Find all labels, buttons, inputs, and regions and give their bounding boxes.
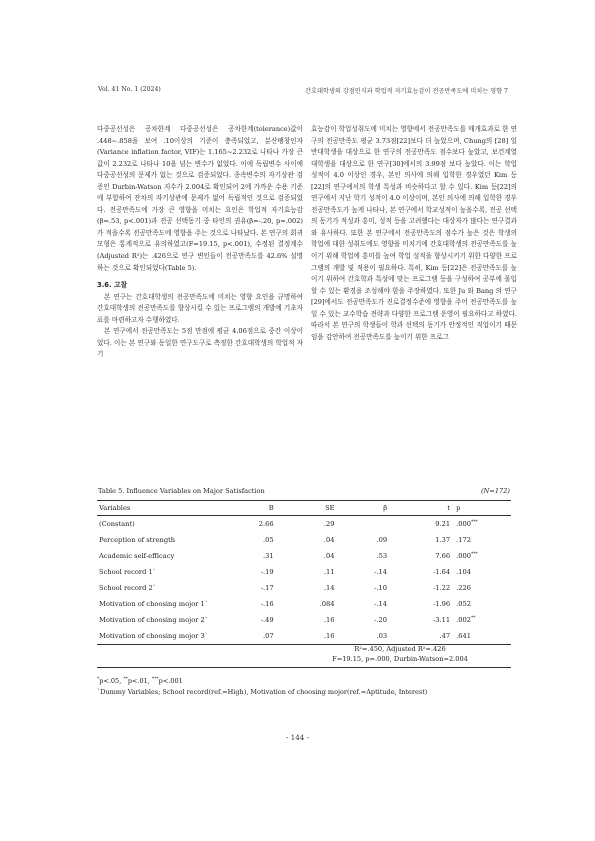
p-value: .172 bbox=[456, 536, 471, 545]
sig-mark: *** bbox=[151, 677, 159, 682]
cell-se: .16 bbox=[276, 628, 337, 645]
col-se: SE bbox=[276, 501, 337, 516]
sig-text: p<.05, bbox=[99, 677, 124, 686]
p-value: .641 bbox=[456, 632, 471, 641]
table-row bbox=[97, 532, 511, 548]
cell-t: 1.37 bbox=[435, 536, 451, 544]
col-t: t bbox=[389, 501, 452, 516]
cell-variable: Motivation of choosing mojor 3` bbox=[97, 628, 227, 645]
p-value: .000 bbox=[456, 552, 471, 561]
cell-beta: -.14 bbox=[374, 600, 388, 608]
cell-b: 2.66 bbox=[258, 520, 274, 528]
p-value: .000 bbox=[456, 520, 471, 529]
col-beta: β bbox=[337, 501, 390, 516]
running-header bbox=[98, 86, 508, 100]
dummy-variable-note: `Dummy Variables; School record(ref.=High), Motivation of choosing mojor(ref.=Aptitude, Interest) bbox=[97, 688, 428, 697]
cell-se: .29 bbox=[323, 520, 335, 528]
cell-p bbox=[452, 548, 511, 564]
body-paragraph: 본 연구는 간호대학생의 전공만족도에 미치는 영향 요인을 규명하여 간호대학생의 전공만족도를 향상시킬 수 있는 프로그램의 개발에 기초자료를 마련하고자 수행하였다. bbox=[97, 292, 303, 324]
sig-text: p<.01, bbox=[127, 677, 152, 686]
cell-b: -.49 bbox=[260, 616, 274, 624]
cell-beta: -.14 bbox=[374, 568, 388, 576]
cell-beta bbox=[337, 516, 390, 533]
table-row bbox=[97, 612, 511, 628]
cell-t: -3.11 bbox=[432, 616, 451, 624]
cell-p bbox=[452, 532, 511, 548]
p-value: .226 bbox=[456, 584, 471, 593]
table-row bbox=[97, 596, 511, 612]
cell-se: .04 bbox=[323, 552, 335, 560]
table-row bbox=[97, 564, 511, 580]
cell-b: -.16 bbox=[260, 600, 274, 608]
section-heading: 3.6. 고찰 bbox=[97, 281, 128, 290]
sig-text: p<.001 bbox=[158, 677, 183, 686]
table-bottom-rule bbox=[97, 667, 511, 668]
cell-b: .31 bbox=[262, 552, 274, 560]
sample-size: (N=172) bbox=[480, 487, 510, 495]
body-paragraph: 효능감이 학업성취도에 미치는 영향에서 전공만족도를 매개효과로 한 연구의 전공만족도 평균 3.73점[22]보다 더 높았으며, Chung의 [28] 일반대학생을 대상으로 한 연구의 전공만족도 점수보다 높았고, 보건계열 대학생을 대상으로 한 연구[30]에서의 3.99점 보다 높았다. 이는 학업성적이 4.0 이상인 경우, 본인 의사에 의해 입학한 경우였던 Kim 등[22]의 연구에서의 학생 특성과 비슷하다고 할 수 있다. Kim 등[22]의 연구에서 지난 학기 성적이 4.0 이상이며, 본인 의사에 의해 입학한 경우 전공만족도가 높게 나타나, 본 연구에서 학교성적이 높을수록, 전공 선택의 동기가 적성과 흥미, 성적 등을 고려했다는 대상자가 많다는 연구결과와 유사하다. 또한 본 연구에서 전공만족도의 점수가 높은 것은 학생의 학업에 대한 성취도에도 영향을 미치기에 간호대학생의 전공만족도를 높이기 위해 학업에 흥미를 높여 학업 성적을 향상시키기 위한 다양한 프로그램의 개발 및 적용이 필요하다. 특히, Kim 등[22]은 전공만족도를 높이기 위하여 간호학과 특성에 맞는 프로그램 등을 구성하여 공부에 몰입할 수 있는 환경을 조성해야 함을 주장하였다. 또한 Ju 와 Bang 의 연구[29]에서도 전공만족도가 진로결정수준에 영향을 주어 전공만족도를 높일 수 있는 교수학습 전략과 다양한 프로그램 운영이 필요하다고 하였다. 따라서 본 연구의 학생들이 학과 선택의 동기가 안정적인 직업이기 때문임을 감안하여 전공만족도를 높이기 위한 프로그 bbox=[311, 125, 517, 341]
sig-mark: * bbox=[97, 677, 100, 682]
table-row bbox=[97, 628, 511, 645]
significance-mark: *** bbox=[471, 551, 478, 557]
cell-t: 7.66 bbox=[435, 552, 451, 560]
cell-p bbox=[452, 564, 511, 580]
cell-se: .14 bbox=[323, 584, 335, 592]
journal-volume: Vol. 41 No. 1 (2024) bbox=[98, 86, 161, 93]
cell-t: .47 bbox=[389, 628, 452, 645]
model-fit-summary bbox=[300, 644, 500, 664]
cell-t: -1.22 bbox=[432, 584, 451, 592]
cell-p bbox=[452, 628, 511, 645]
significance-mark: ** bbox=[471, 615, 476, 621]
cell-se: .11 bbox=[323, 568, 335, 576]
right-column bbox=[311, 124, 517, 343]
table-row bbox=[97, 548, 511, 564]
cell-se: .16 bbox=[323, 616, 335, 624]
table-header-row bbox=[97, 501, 511, 516]
p-value: .104 bbox=[456, 568, 471, 577]
significance-legend bbox=[97, 674, 517, 687]
cell-b: .07 bbox=[227, 628, 275, 645]
cell-beta: .53 bbox=[376, 552, 388, 560]
col-variables: Variables bbox=[97, 501, 227, 516]
cell-p bbox=[452, 516, 511, 533]
p-value: .052 bbox=[456, 600, 471, 609]
f-statistic-line: F=19.15, p=.000, Durbin-Watson=2.004 bbox=[332, 655, 468, 663]
cell-variable: Motivation of choosing mojor 2` bbox=[99, 616, 209, 624]
table-notes bbox=[97, 674, 517, 698]
cell-se: .084 bbox=[319, 600, 335, 608]
significance-mark: *** bbox=[471, 519, 478, 525]
cell-t: 9.21 bbox=[435, 520, 451, 528]
col-p: p bbox=[452, 501, 511, 516]
cell-beta: -.20 bbox=[374, 616, 388, 624]
article-running-title: 간호대학생의 강점인식과 학업적 자기효능감이 전공만족도에 미치는 영향 7 bbox=[305, 88, 508, 95]
sig-mark: ** bbox=[123, 677, 128, 682]
cell-beta: .03 bbox=[337, 628, 390, 645]
cell-b: -.19 bbox=[260, 568, 274, 576]
cell-p bbox=[452, 580, 511, 596]
body-paragraph: 다중공선성은 공차한계 다중공선성은 공차한계(tolerance)값이 .448~.858을 보여 .10이상의 기준이 충족되었고, 분산팽창인자(Variance inflation factor, VIF)는 1.165~2.232로 나타나 가장 큰 값이 2.232로 나타나 10을 넘는 변수가 없었다. 이에 독립변수 사이에 다중공선성의 문제가 없는 것으로 검증되었다. 종속변수의 자기상관 검증인 Durbin-Watson 지수가 2.004로 확인되어 2에 가까운 수용 기준에 부합하여 잔차의 자기상관에 문제가 없어 독립적인 것으로 검증되었다. 전공만족도에 가장 큰 영향을 미치는 요인은 학업적 자기효능감(β=.53, p<.001)과 전공 선택동기 중 타인의 권유(β=-.20, p=.002)가 적을수록 전공만족도에 영향을 주는 것으로 나타났다. 본 연구의 회귀모형은 통계적으로 유의하였고(F=19.15, p<.001), 수정된 결정계수(Adjusted R²)는 .426으로 연구 변인들이 전공만족도를 42.6% 설명하는 것으로 확인되었다(Table 5). bbox=[97, 125, 303, 272]
r-squared-line: R²=.450, Adjusted R²=.426 bbox=[354, 645, 446, 653]
cell-variable: School record 1` bbox=[99, 568, 157, 576]
cell-t: -1.96 bbox=[432, 600, 451, 608]
cell-p bbox=[452, 596, 511, 612]
regression-table bbox=[97, 500, 511, 645]
cell-variable: (Constant) bbox=[99, 520, 135, 528]
cell-beta: .09 bbox=[376, 536, 388, 544]
cell-t: -1.64 bbox=[432, 568, 451, 576]
cell-b: .05 bbox=[262, 536, 274, 544]
cell-variable: Motivation of choosing mojor 1` bbox=[99, 600, 209, 608]
cell-p bbox=[452, 612, 511, 628]
page-number: - 144 - bbox=[285, 733, 310, 742]
left-column bbox=[97, 124, 303, 361]
cell-se: .04 bbox=[323, 536, 335, 544]
cell-b: -.17 bbox=[260, 584, 274, 592]
col-b: B bbox=[227, 501, 275, 516]
cell-variable: School record 2` bbox=[99, 584, 157, 592]
cell-variable: Academic self-efficacy bbox=[99, 552, 175, 560]
p-value: .002 bbox=[456, 616, 471, 625]
body-paragraph: 본 연구에서 전공만족도는 5점 만점에 평균 4.06점으로 중간 이상이었다. 이는 본 연구와 동일한 연구도구로 측정한 간호대학생의 학업적 자기 bbox=[97, 327, 303, 359]
table-title: Table 5. Influence Variables on Major Satisfaction bbox=[98, 487, 265, 495]
table-row bbox=[97, 516, 511, 533]
cell-beta: -.10 bbox=[374, 584, 388, 592]
cell-variable: Perception of strength bbox=[99, 536, 176, 544]
table-row bbox=[97, 580, 511, 596]
